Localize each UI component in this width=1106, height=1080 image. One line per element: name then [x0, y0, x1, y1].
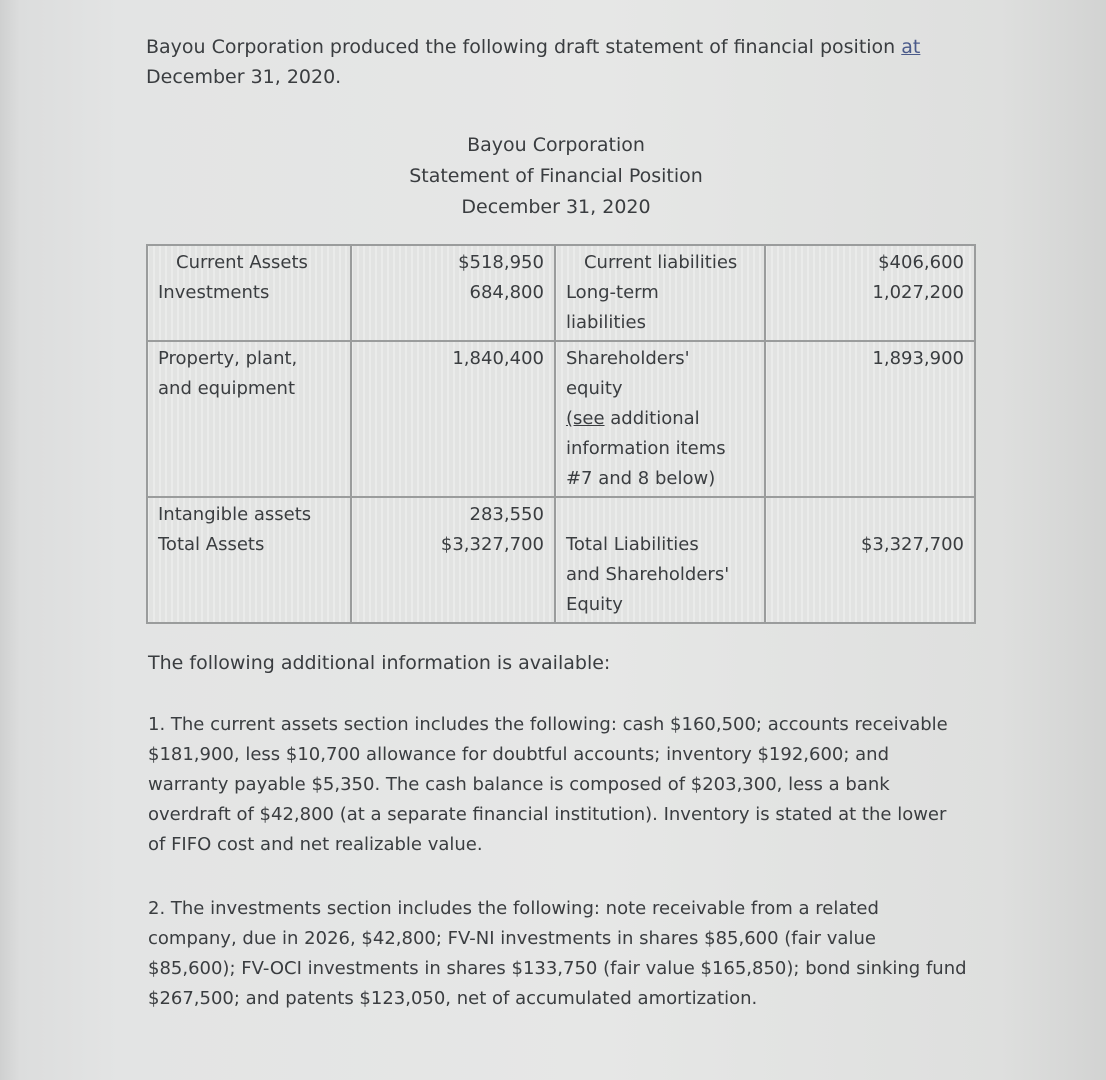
table-row — [147, 497, 975, 623]
intro-text: Bayou Corporation produced the following draft statement of financial position — [146, 36, 896, 58]
current-assets-label: Current Assets — [176, 252, 308, 273]
statement-title: Statement of Financial Position — [409, 165, 703, 187]
total-assets-value: $3,327,700 — [440, 534, 544, 555]
equity-note-2: information items — [565, 438, 726, 459]
equity-value: 1,893,900 — [872, 348, 964, 369]
intangible-value: 283,550 — [469, 504, 544, 525]
long-term-value: 1,027,200 — [872, 282, 964, 303]
ppe-label-2: and equipment — [158, 378, 295, 399]
ppe-label-cell — [147, 341, 351, 497]
investments-label: Investments — [158, 282, 270, 303]
financial-position-table — [146, 244, 976, 624]
equity-see-link[interactable]: (see — [565, 408, 605, 429]
equity-label-2: equity — [565, 378, 623, 399]
total-le-value: $3,327,700 — [860, 534, 964, 555]
total-le-label-1: Total Liabilities — [565, 534, 699, 555]
ppe-value-cell — [351, 341, 555, 497]
intro-paragraph — [146, 32, 996, 92]
equity-note-1: additional — [604, 408, 700, 429]
intangible-label: Intangible assets — [158, 504, 312, 525]
liabilities-values-cell — [765, 245, 975, 341]
liabilities-labels-cell — [555, 245, 765, 341]
total-le-label-cell — [555, 497, 765, 623]
additional-info-heading: The following additional information is available: — [148, 652, 611, 674]
total-le-label-2: and Shareholders' — [565, 564, 730, 585]
long-term-label-2: liabilities — [565, 312, 646, 333]
equity-label-cell — [555, 341, 765, 497]
table-row — [147, 245, 975, 341]
statement-date: December 31, 2020 — [461, 196, 651, 218]
equity-label-1: Shareholders' — [565, 348, 690, 369]
table-row — [147, 341, 975, 497]
assets-labels-cell — [147, 245, 351, 341]
total-le-value-cell — [765, 497, 975, 623]
ppe-value: 1,840,400 — [452, 348, 544, 369]
additional-item-2: 2. The investments section includes the following: note receivable from a related company, due in 2026, $42,800; FV-NI investments in shares $85,600 (fair value $85,600); FV-OCI investments in shares $133,750 (fair value $165,850); bond sinking fund $267,500; and patents $123,050, net of accumulated amortization. — [148, 898, 967, 1009]
current-assets-value: $518,950 — [458, 252, 544, 273]
totals-labels-cell — [147, 497, 351, 623]
intro-date: December 31, 2020. — [146, 66, 342, 88]
assets-values-cell — [351, 245, 555, 341]
totals-values-cell — [351, 497, 555, 623]
additional-item-1: 1. The current assets section includes the following: cash $160,500; accounts receivable $181,900, less $10,700 allowance for doubtful accounts; inventory $192,600; and warranty payable $5,350. The cash balance is composed of $203,300, less a bank overdraft of $42,800 (at a separate financial institution). Inventory is stated at the lower of FIFO cost and net realizable value. — [148, 714, 948, 855]
current-liabilities-value: $406,600 — [878, 252, 964, 273]
total-le-label-3: Equity — [565, 594, 623, 615]
statement-heading — [356, 130, 756, 223]
company-name: Bayou Corporation — [467, 134, 645, 156]
intro-link-at[interactable]: at — [901, 36, 921, 58]
long-term-label-1: Long-term — [565, 282, 659, 303]
equity-value-cell — [765, 341, 975, 497]
investments-value: 684,800 — [469, 282, 544, 303]
equity-note-3: #7 and 8 below) — [565, 468, 716, 489]
current-liabilities-label: Current liabilities — [583, 252, 738, 273]
ppe-label-1: Property, plant, — [158, 348, 298, 369]
total-assets-label: Total Assets — [158, 534, 265, 555]
